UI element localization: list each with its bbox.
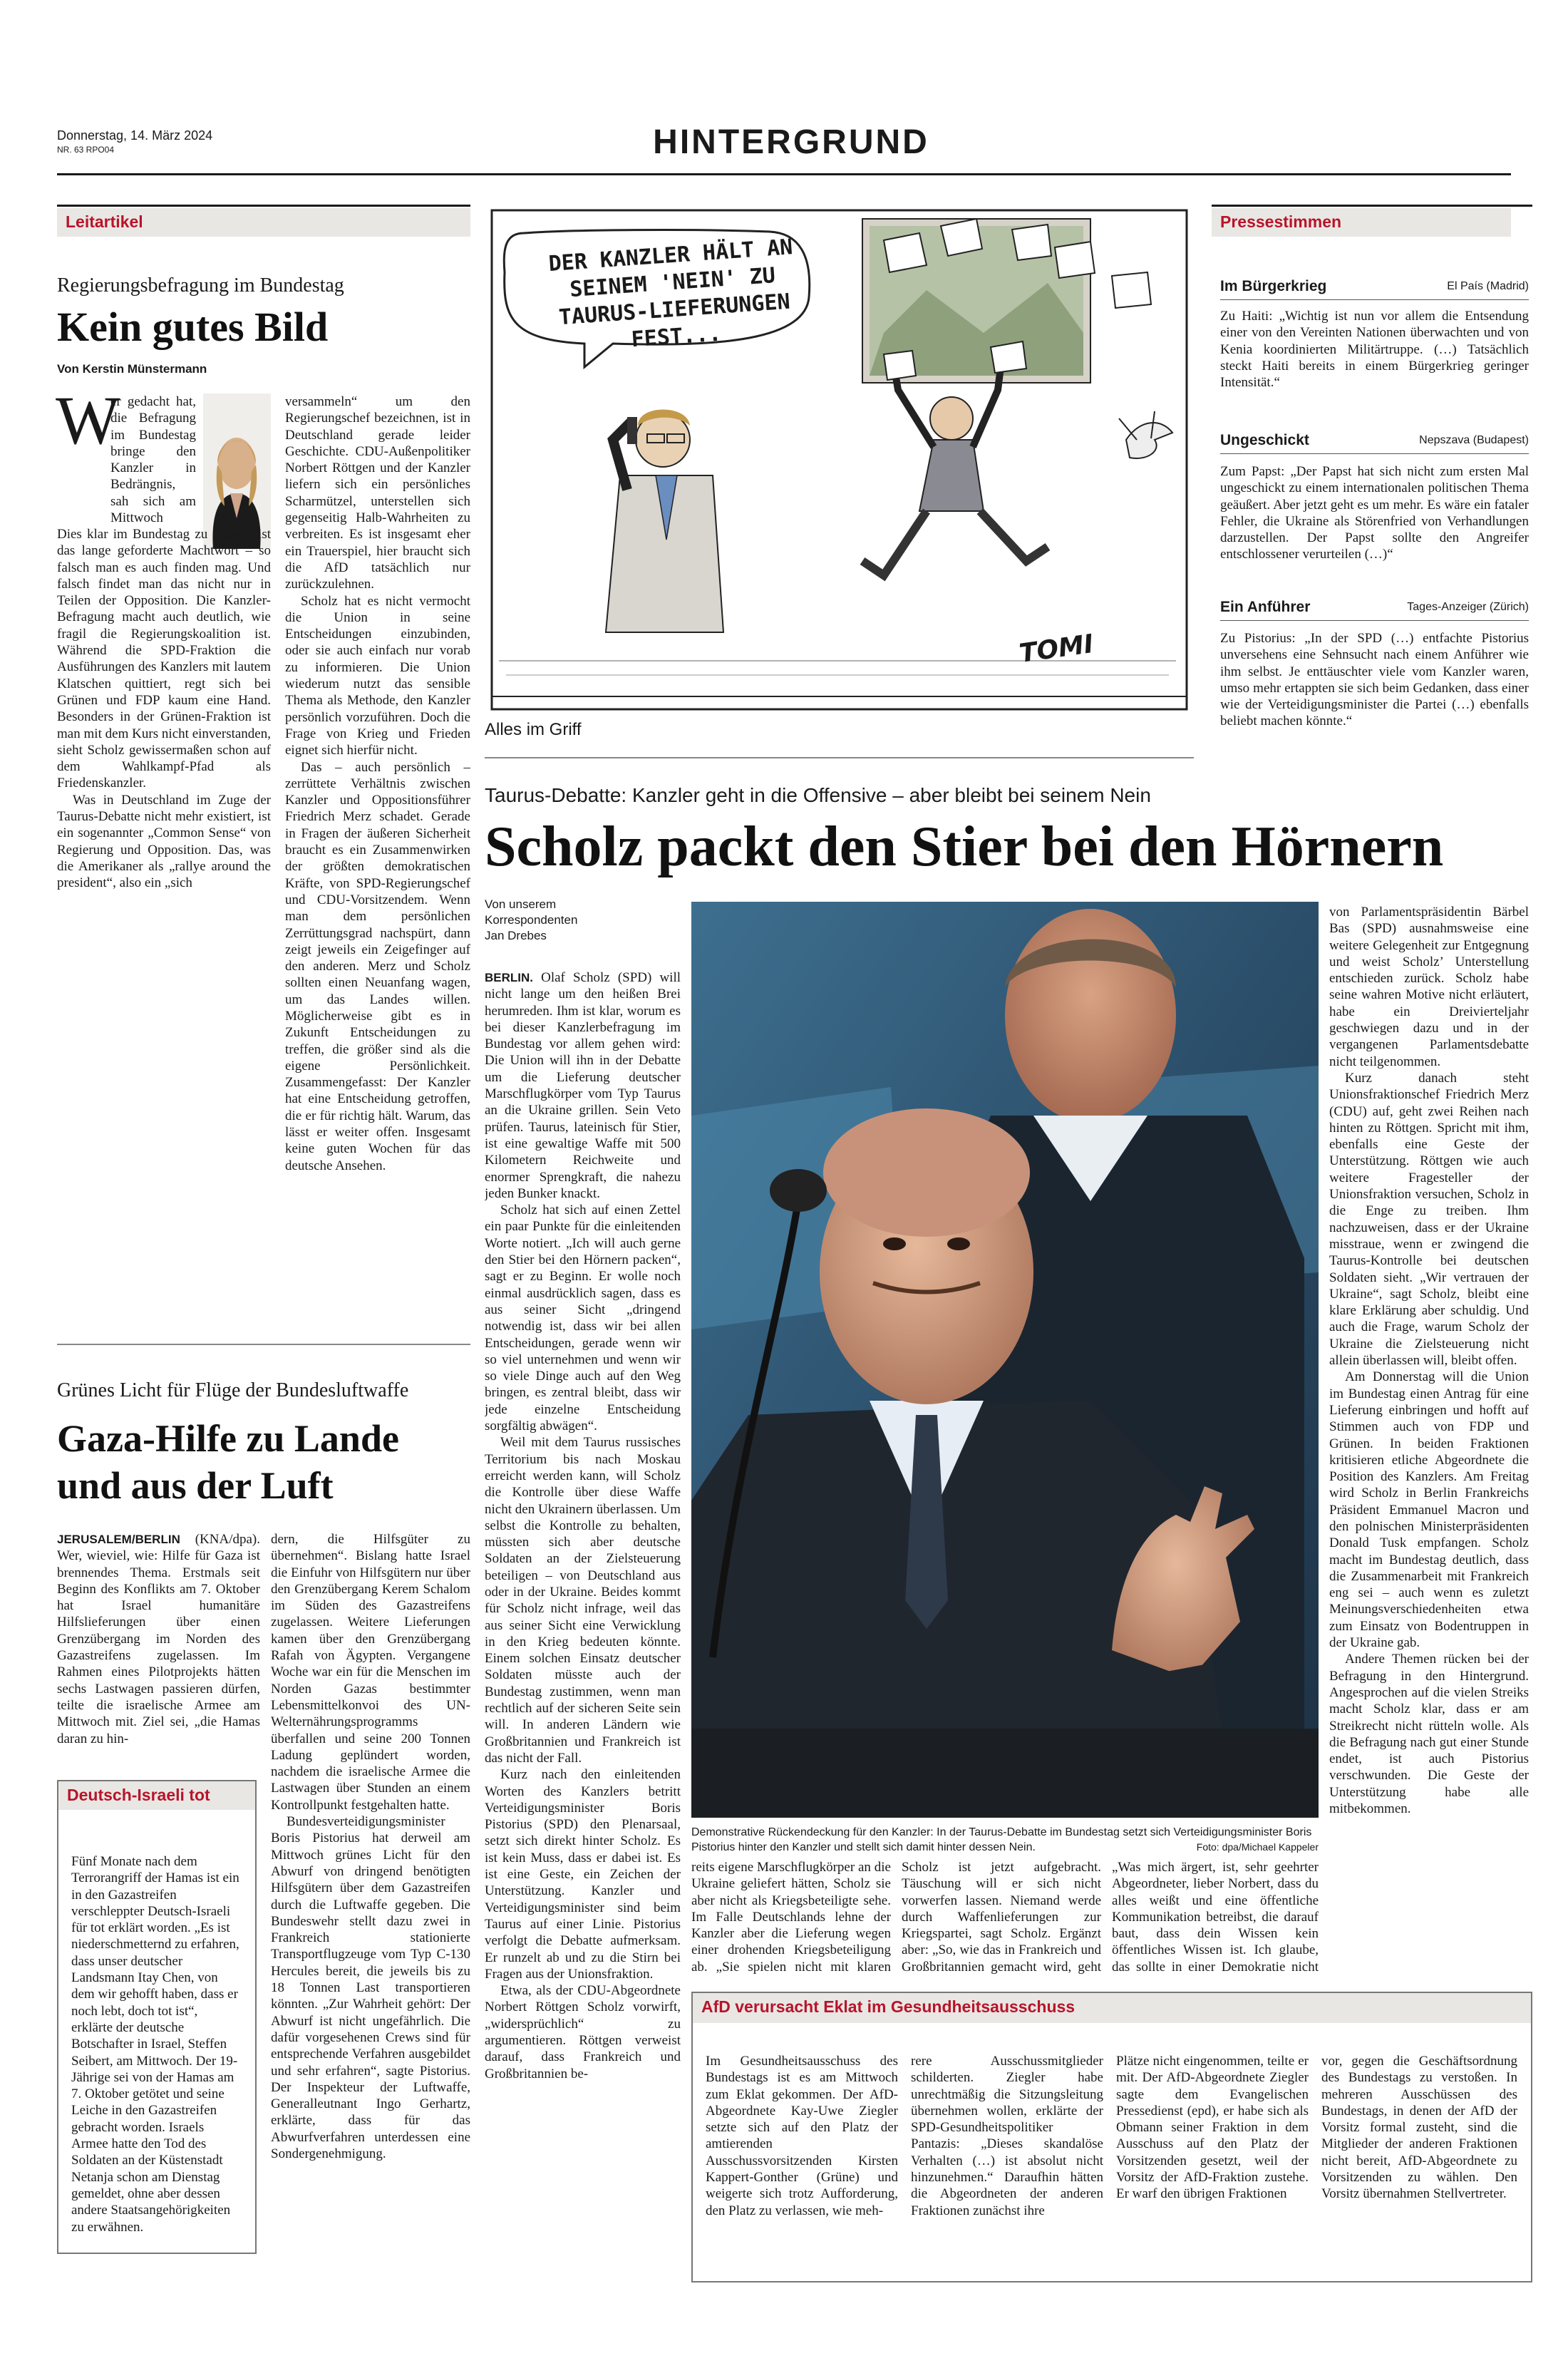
presse-item-2-title: Ungeschickt: [1220, 432, 1309, 448]
main-col2: reits eigene Marschflugkörper an die Ukraine geliefert hätten, Scholz sie aber nicht als Kriegsbeteiligte sehe. Im Falle Deutschlands lehne der Kanzler aber die Lieferung wegen einer drohenden Kriegsbeteiligung ab. „Sie spielen nicht mit klaren: [691, 1860, 891, 1975]
leitartikel-headline: Kein gutes Bild: [57, 304, 329, 350]
photo-credit: Foto: dpa/Michael Kappeler: [1196, 1841, 1319, 1853]
presse-item-2-text: Zum Papst: „Der Papst hat sich nicht zum ersten Mal ungeschickt zu einem internationalen politischen Thema geäußert. Aber jetzt geht es um mehr. Es wäre ein fataler Fehler, die Ukraine als Störenfried von Verhandlungen darzustellen. Der Papst sollte den Angreifer entschlossener verurteilen (…)“: [1220, 464, 1529, 562]
leitartikel-byline: Von Kerstin Münstermann: [57, 362, 207, 376]
afd-col3: Plätze nicht eingenommen, teilte er mit. Der AfD-Abgeordnete Ziegler sagte dem Evangelischen Pressedienst (epd), er habe sich als Obmann seiner Fraktion in dem Ausschuss auf den Platz der Vorsitzenden gesetzt, weil der Vorsitz der AfD-Fraktion zustehe. Er warf den übrigen Fraktionen: [1116, 2054, 1309, 2202]
leitartikel-col1-first: er gedacht hat, die Befragung im Bundestag bringe den Kanzler in Bedrängnis, sah sich am Mittwoch: [110, 394, 196, 525]
masthead-rule: [57, 173, 1511, 175]
gaza-col2: dern, die Hilfsgüter zu übernehmen“. Bislang hatte Israel die Einfuhr von Hilfsgütern nur über den Grenzübergang Kerem Schalom im Süden des Gazastreifens zugelassen. Weitere Lieferungen kamen über den Grenzübergang Rafah von Ägypten. Vergangene Woche war ein für die Menschen im Norden Gazas bestimmter Lebensmittelkonvoi des UN-Welternährungsprogramms überfallen und seine 200 Tonnen Ladung geplündert worden, nachdem die israelische Armee die Lastwagen über Stunden an einem Kontrollpunkt festgehalten hatte. Bundesverteidigungsminister Boris Pistorius hat derweil am Mittwoch grünes Licht für den Abwurf von dringend benötigten Hilfsgütern über dem Gazastreifen durch die Luftwaffe gegeben. Die Bundeswehr stellt dazu zwei in Frankreich stationierte Transportflugzeuge vom Typ C-130 Hercules bereit, die jeweils bis zu 18 Tonnen Last transportieren könnten. „Zur Wahrheit gehört: Der Abwurf ist nicht ungefährlich. Die dafür vorgesehenen Crews sind für entsprechende Verfahren ausgebildet und sehr erfahren“, sagte Pistorius. Der Inspekteur der Luftwaffe, Generalleutnant Ingo Gerhartz, erklärte, dass für das Abwurfverfahren unterdessen eine Sondergenehmigung.: [271, 1532, 470, 2161]
deutsch-israeli-label: Deutsch-Israeli tot: [58, 1781, 255, 1810]
deutsch-israeli-text: Fünf Monate nach dem Terrorangriff der Hamas ist ein in den Gazastreifen verschleppter Deutsch-Israeli für tot erklärt worden. „Es ist niederschmetternd zu erfahren, dass unser deutscher Landsmann Itay Chen, von dem wir gehofft haben, dass er noch lebt, doch tot ist“, erklärte der deutsche Botschafter in Israel, Steffen Seibert, am Mittwoch. Der 19-Jährige sei von der Hamas am 7. Oktober getötet und seine Leiche in den Gazastreifen gebracht worden. Israels Armee hatte den Tod des Soldaten an der Küstenstadt Netanja schon am Dienstag gemeldet, ohne aber dessen andere Staatsangehörigkeiten zu erwähnen.: [71, 1854, 239, 2235]
main-kicker: Taurus-Debatte: Kanzler geht in die Offensive – aber bleibt bei seinem Nein: [485, 784, 1151, 806]
leitartikel-label: Leitartikel: [57, 208, 470, 237]
pressestimmen-label: Pressestimmen: [1212, 208, 1511, 237]
afd-col1: Im Gesundheitsausschuss des Bundestags ist es am Mittwoch zum Eklat gekommen. Der AfD-Abgeordnete Kay-Uwe Ziegler setzte sich auf den Platz der amtierenden Ausschussvorsitzenden Kirsten Kappert-Gonther (Grüne) und weigerte sich trotz Aufforderung, den Platz zu verlassen, wie meh-: [706, 2054, 898, 2218]
gaza-kicker: Grünes Licht für Flüge der Bundesluftwaffe: [57, 1379, 409, 1401]
presse-item-3-text: Zu Pistorius: „In der SPD (…) entfachte Pistorius unversehens eine Sehnsucht nach einem Anführer wie ihm selbst. Je enttäuschter viele vom Kanzler waren, umso mehr ertappten sie sich beim Gedanken, dass einer wie der Verteidigungsminister die Partei (…) ebenfalls beliebt machen könnte.“: [1220, 631, 1529, 729]
main-col1: BERLIN. Olaf Scholz (SPD) will nicht lange um den heißen Brei herumreden. Ihm ist klar, worum es bei dieser Kanzlerbefragung im Bundestag vor allem gehen wird: Die Union will ihn in der Debatte um die Lieferung deutscher Marschflugkörper vom Typ Taurus an die Ukraine grillen. Sein Veto prüfen. Taurus, lateinisch für Stier, ist eine gewaltige Waffe mit 500 Kilometern Reichweite und enormer Sprengkraft, die nahezu jeden Bunker knackt. Scholz hat sich auf einen Zettel ein paar Punkte für die einleitenden Worte notiert. „Ich will auch gerne den Stier bei den Hörnern packen“, sagt er zu Beginn. Er wolle noch einmal ausdrücklich sagen, dass es aus seiner Sicht „dringend notwendig ist, dass wir bei allen Entscheidungen, gerade wenn wir so viel unternehmen und wenn wir so viele Dinge auch auf den Weg bringen, es zentral bleibt, dass wir jede einzelne Entscheidung sorgfältig abwägen“. Weil mit dem Taurus russisches Territorium bis nach Moskau erreicht werden kann, will Scholz die Kontrolle über diese Waffe nicht den Ukrainern überlassen. Um selbst die Kontrolle zu behalten, müssten sich aber deutsche Soldaten an der Zielsteuerung beteiligen – von Deutschland aus oder in der Ukraine. Beides kommt für Scholz nicht infrage, weil das aus seiner Sicht eine Verwicklung in den Krieg bedeuten könnte. Einem solchen Einsatz deutscher Soldaten müsste auch der Bundestag zustimmen, wenn man rechtlich auf der sicheren Seite sein will. In anderen Ländern wie Großbritannien und Frankreich ist das nicht der Fall. Kurz nach den einleitenden Worten des Kanzlers betritt Verteidigungsminister Boris Pistorius (SPD) den Plenarsaal, setzt sich direkt hinter Scholz. Es ist kein Muss, dass er dabei ist. Es ist eine Geste, ein Zeichen der Unterstützung. Kanzler und Verteidigungsminister sind beim Taurus auf einer Linie. Pistorius verfolgt die Debatte aufmerksam. Er runzelt ab und zu die Stirn bei Fragen aus der Unionsfraktion. Etwa, als der CDU-Abgeordnete Norbert Röttgen Scholz vorwirft, „widersprüchlich“ zu argumentieren. Röttgen verweist darauf, dass Frankreich und Großbritannien be-: [485, 970, 681, 2081]
leitartikel-top-rule: [57, 205, 470, 207]
gaza-col1-text: Wer, wieviel, wie: Hilfe für Gaza ist brennendes Thema. Erstmals seit Beginn des Konflikts am 7. Oktober hat Israel humanitäre Hilfslieferungen über einen Grenzübergang im Norden des Gazastreifens zugelassen. Im Rahmen eines Pilotprojekts hätten sechs Lastwagen passieren dürfen, teilte die israelische Armee am Mittwoch mit. Ziel sei, „die Hamas daran zu hin-: [57, 1548, 260, 1746]
presse-item-3-source: Tages-Anzeiger (Zürich): [1407, 601, 1529, 613]
section-title: HINTERGRUND: [653, 123, 929, 161]
photo-caption: [691, 1825, 1319, 1855]
presse-item-1-text: Zu Haiti: „Wichtig ist nun vor allem die Entsendung einer von den Vereinten Nationen überwachten und von Kenia koordinierten Militärtruppe. (…) Tatsächlich steckt Haiti bereits in einem Bürgerkrieg geringer Intensität.“: [1220, 309, 1529, 391]
cartoon-speech-text: DER KANZLER HÄLT AN SEINEM 'NEIN' ZU TAURUS-LIEFERUNGEN FEST...: [547, 235, 794, 353]
main-headline: Scholz packt den Stier bei den Hörnern: [485, 815, 1444, 878]
afd-label: AfD verursacht Eklat im Gesundheitsausschuss: [693, 1993, 1531, 2023]
leitartikel-dropcap: W: [56, 382, 120, 458]
presse-item-3-rule: [1220, 620, 1529, 621]
main-right-col: von Parlamentspräsidentin Bärbel Bas (SPD) ausnahmsweise eine weitere Gelegenheit zur Entgegnung und weist Scholz’ Unterstellung entschieden zurück. Scholz habe seine wahren Motive nicht erläutert, habe ein Dreivierteljahr geschwiegen dazu und in der vergangenen Parlamentsdebatte nicht teilgenommen. Kurz danach steht Unionsfraktionschef Friedrich Merz (CDU) auf, geht zwei Reihen nach hinten zu Röttgen. Spricht mit ihm, ebenfalls eine Geste der Unterstützung. Röttgen wie auch weitere Fragesteller der Unionsfraktion versuchen, Scholz in die Enge zu treiben. Ihm nachzuweisen, dass er der Ukraine misstraue, wenn er zwingend die Taurus-Kontrolle bei deutschen Soldaten sieht. „Wir vertrauen der Ukraine“, sagt Scholz, bleibt eine klare Erklärung aber schuldig. Und auch die Frage, warum Scholz der Ukraine die Zielsteuerung nicht allein überlassen will, bleibt offen. Am Donnerstag will die Union im Bundestag einen Antrag für eine Lieferung einbringen und hofft auf Stimmen auch von FDP und Grünen. In beiden Fraktionen kritisieren etliche Abgeordnete die Position des Kanzlers. Am Freitag wird Scholz in Berlin Frankreichs Präsident Emmanuel Macron und den polnischen Ministerpräsidenten Donald Tusk empfangen. Scholz macht im Bundestag deutlich, dass die Zusammenarbeit mit Frankreich eng sei – auch wenn es zuletzt Meinungsverschiedenheiten etwa zum Einsatz von Bodentruppen in der Ukraine gab. Andere Themen rücken bei der Befragung in den Hintergrund. Angesprochen auf die vielen Streiks macht Scholz klar, dass er am Streikrecht nicht rütteln wolle. Als die Befragung nach gut einer Stunde endet, ist auch Pistorius verschwunden. Die Geste der Unterstützung habe alle mitbekommen.: [1329, 905, 1529, 1817]
main-col4: „Was mich ärgert, ist, sehr geehrter Abgeordneter, lieber Norbert, dass du alles weißt und eine öffentliche Kommunikation betreibst, die darauf baut, dass dein Wissen kein öffentliches Wissen ist. Ich glaube, das sollte in einer Demokratie nicht: [1112, 1860, 1319, 1975]
presse-item-1-title: Im Bürgerkrieg: [1220, 278, 1327, 294]
afd-col2: rere Ausschussmitglieder schilderten. Ziegler habe unrechtmäßig die Sitzungsleitung übernehmen wollen, erklärte der SPD-Gesundheitspolitiker Pantazis: „Dieses skandalöse Verhalten (…) ist absolut nicht hinzunehmen.“ Daraufhin hätten die Abgeordneten der anderen Fraktionen zunächst ihre: [911, 2054, 1103, 2218]
main-col1-text: Olaf Scholz (SPD) will nicht lange um den heißen Brei herumreden. Ihm ist klar, worum es bei dieser Kanzlerbefragung im Bundestag vor allem gehen wird: Die Union will ihn in der Debatte um die Lieferung deutscher Marschflugkörper vom Typ Taurus an die Ukraine grillen. Sein Veto prüfen. Taurus, lateinisch für Stier, ist eine gewaltige Waffe mit 500 Kilometern Reichweite und enormer Sprengkraft, die nahezu jeden Bunker knackt.: [485, 970, 681, 1201]
main-col3: Scholz ist jetzt aufgebracht. Täuschung will er sich nicht vorwerfen lassen. Niemand werde durch Waffenlieferungen zur Kriegspartei, sagt Scholz. Ergänzt aber: „So, wie das in Frankreich und Großbritannien gemacht wird, geht: [902, 1860, 1101, 1975]
presse-item-1-source: El País (Madrid): [1447, 280, 1529, 292]
pressestimmen-top-rule: [1212, 205, 1532, 207]
cartoon-signature: TOMI: [1017, 629, 1095, 669]
masthead-edition: NR. 63 RPO04: [57, 145, 115, 155]
gaza-top-rule: [57, 1344, 470, 1345]
presse-item-1-rule: [1220, 299, 1529, 300]
gaza-agency: (KNA/dpa).: [195, 1532, 260, 1547]
scholz-pistorius-photo: [691, 902, 1319, 1818]
photo-caption-text: Demonstrative Rückendeckung für den Kanzler: In der Taurus-Debatte im Bundestag setzt sich Verteidigungsminister Boris Pistorius hinter den Kanzler und stellt sich damit hinter dessen Nein.: [691, 1826, 1312, 1853]
gaza-headline: Gaza-Hilfe zu Lande und aus der Luft: [57, 1417, 399, 1507]
leitartikel-col2: versammeln“ um den Regierungschef bezeichnen, ist in Deutschland gerade leider Geschichte. CDU-Außenpolitiker Norbert Röttgen und der Kanzler liefern sich ein persönliches Scharmützel, unterstellen sich gegenseitig Halb-Wahrheiten zu verbreiten. Es ist insgesamt eher ein Trauerspiel, hier braucht sich die AfD tatsächlich nur zurückzulehnen. Scholz hat es nicht vermocht die Union in seine Entscheidungen einzubinden, oder sie auch einfach nur vorab zu informieren. Die Union wiederum nutzt das sensible Thema als Methode, den Kanzler persönlich vorzuführen. Doch die Frage von Krieg und Frieden eignet sich hierfür nicht. Das – auch persönlich – zerrüttete Verhältnis zwischen Kanzler und Oppositionsführer Friedrich Merz schadet. Gerade in Fragen der äußeren Sicherheit braucht es ein Zusammenwirken der größten demokratischen Kräfte, von SPD-Regierungschef und CDU-Vorsitzendem. Wenn man dem persönlichen Zerrüttungsgrad nachspürt, dann zeigt jeweils ein Zeigefinger auf den anderen. Merz und Scholz sollten einen Neuanfang wagen, um das Landes willen. Möglicherweise gibt es in Zukunft Entscheidungen zu treffen, die größer sind als die eigene Persönlichkeit. Zusammengefasst: Der Kanzler hat eine Entscheidung getroffen, die er für richtig hält. Warum, das lässt er weiter offen. Insgesamt keine guten Wochen für das deutsche Ansehen.: [285, 394, 470, 1173]
gaza-dateline: JERUSALEM/BERLIN: [57, 1533, 180, 1546]
presse-item-2-source: Nepszava (Budapest): [1419, 434, 1529, 446]
main-byline: Von unserem Korrespondenten Jan Drebes: [485, 897, 578, 942]
leitartikel-col1-rest: Dies klar im Bundestag zu äußern, ist das lange geforderte Machtwort – so falsch man es auch finden mag. Und falsch findet man das nicht nur in Teilen der Opposition. Die Kanzler-Befragung macht auch deutlich, wie fragil die Regierungskoalition ist. Während die SPD-Fraktion die Ausführungen des Kanzlers mit lautem Klatschen quittiert, regt sich bei Grünen und FDP kaum eine Hand. Besonders in der Grünen-Fraktion ist man mit dem Kurs nicht einverstanden, sieht Scholz gewissermaßen schon auf dem Wahlkampf-Pfad als Friedenskanzler. Was in Deutschland im Zuge der Taurus-Debatte nicht mehr existiert, ist ein sogenannter „Common Sense“ von Regierung und Opposition. Das, was die Amerikaner als „rallye around the president“, also ein „sich: [57, 527, 271, 891]
afd-col4: vor, gegen die Geschäftsordnung des Bundestags zu verstoßen. In mehreren Ausschüssen des Bundestags, in denen der AfD der Vorsitz formal zusteht, sind die Mitglieder der anderen Fraktionen nicht bereit, AfD-Abgeordnete zu Vorsitzenden zu wählen. Den Vorsitz übernahmen Stellvertreter.: [1321, 2054, 1517, 2202]
cartoon-bottom-rule: [485, 757, 1194, 758]
cartoon-caption: Alles im Griff: [485, 720, 582, 739]
gaza-col1: [57, 1531, 260, 1774]
masthead-date: Donnerstag, 14. März 2024: [57, 128, 213, 143]
leitartikel-kicker: Regierungsbefragung im Bundestag: [57, 274, 344, 297]
presse-item-3-title: Ein Anführer: [1220, 599, 1311, 615]
presse-item-2-rule: [1220, 453, 1529, 454]
main-dateline: BERLIN.: [485, 971, 533, 984]
